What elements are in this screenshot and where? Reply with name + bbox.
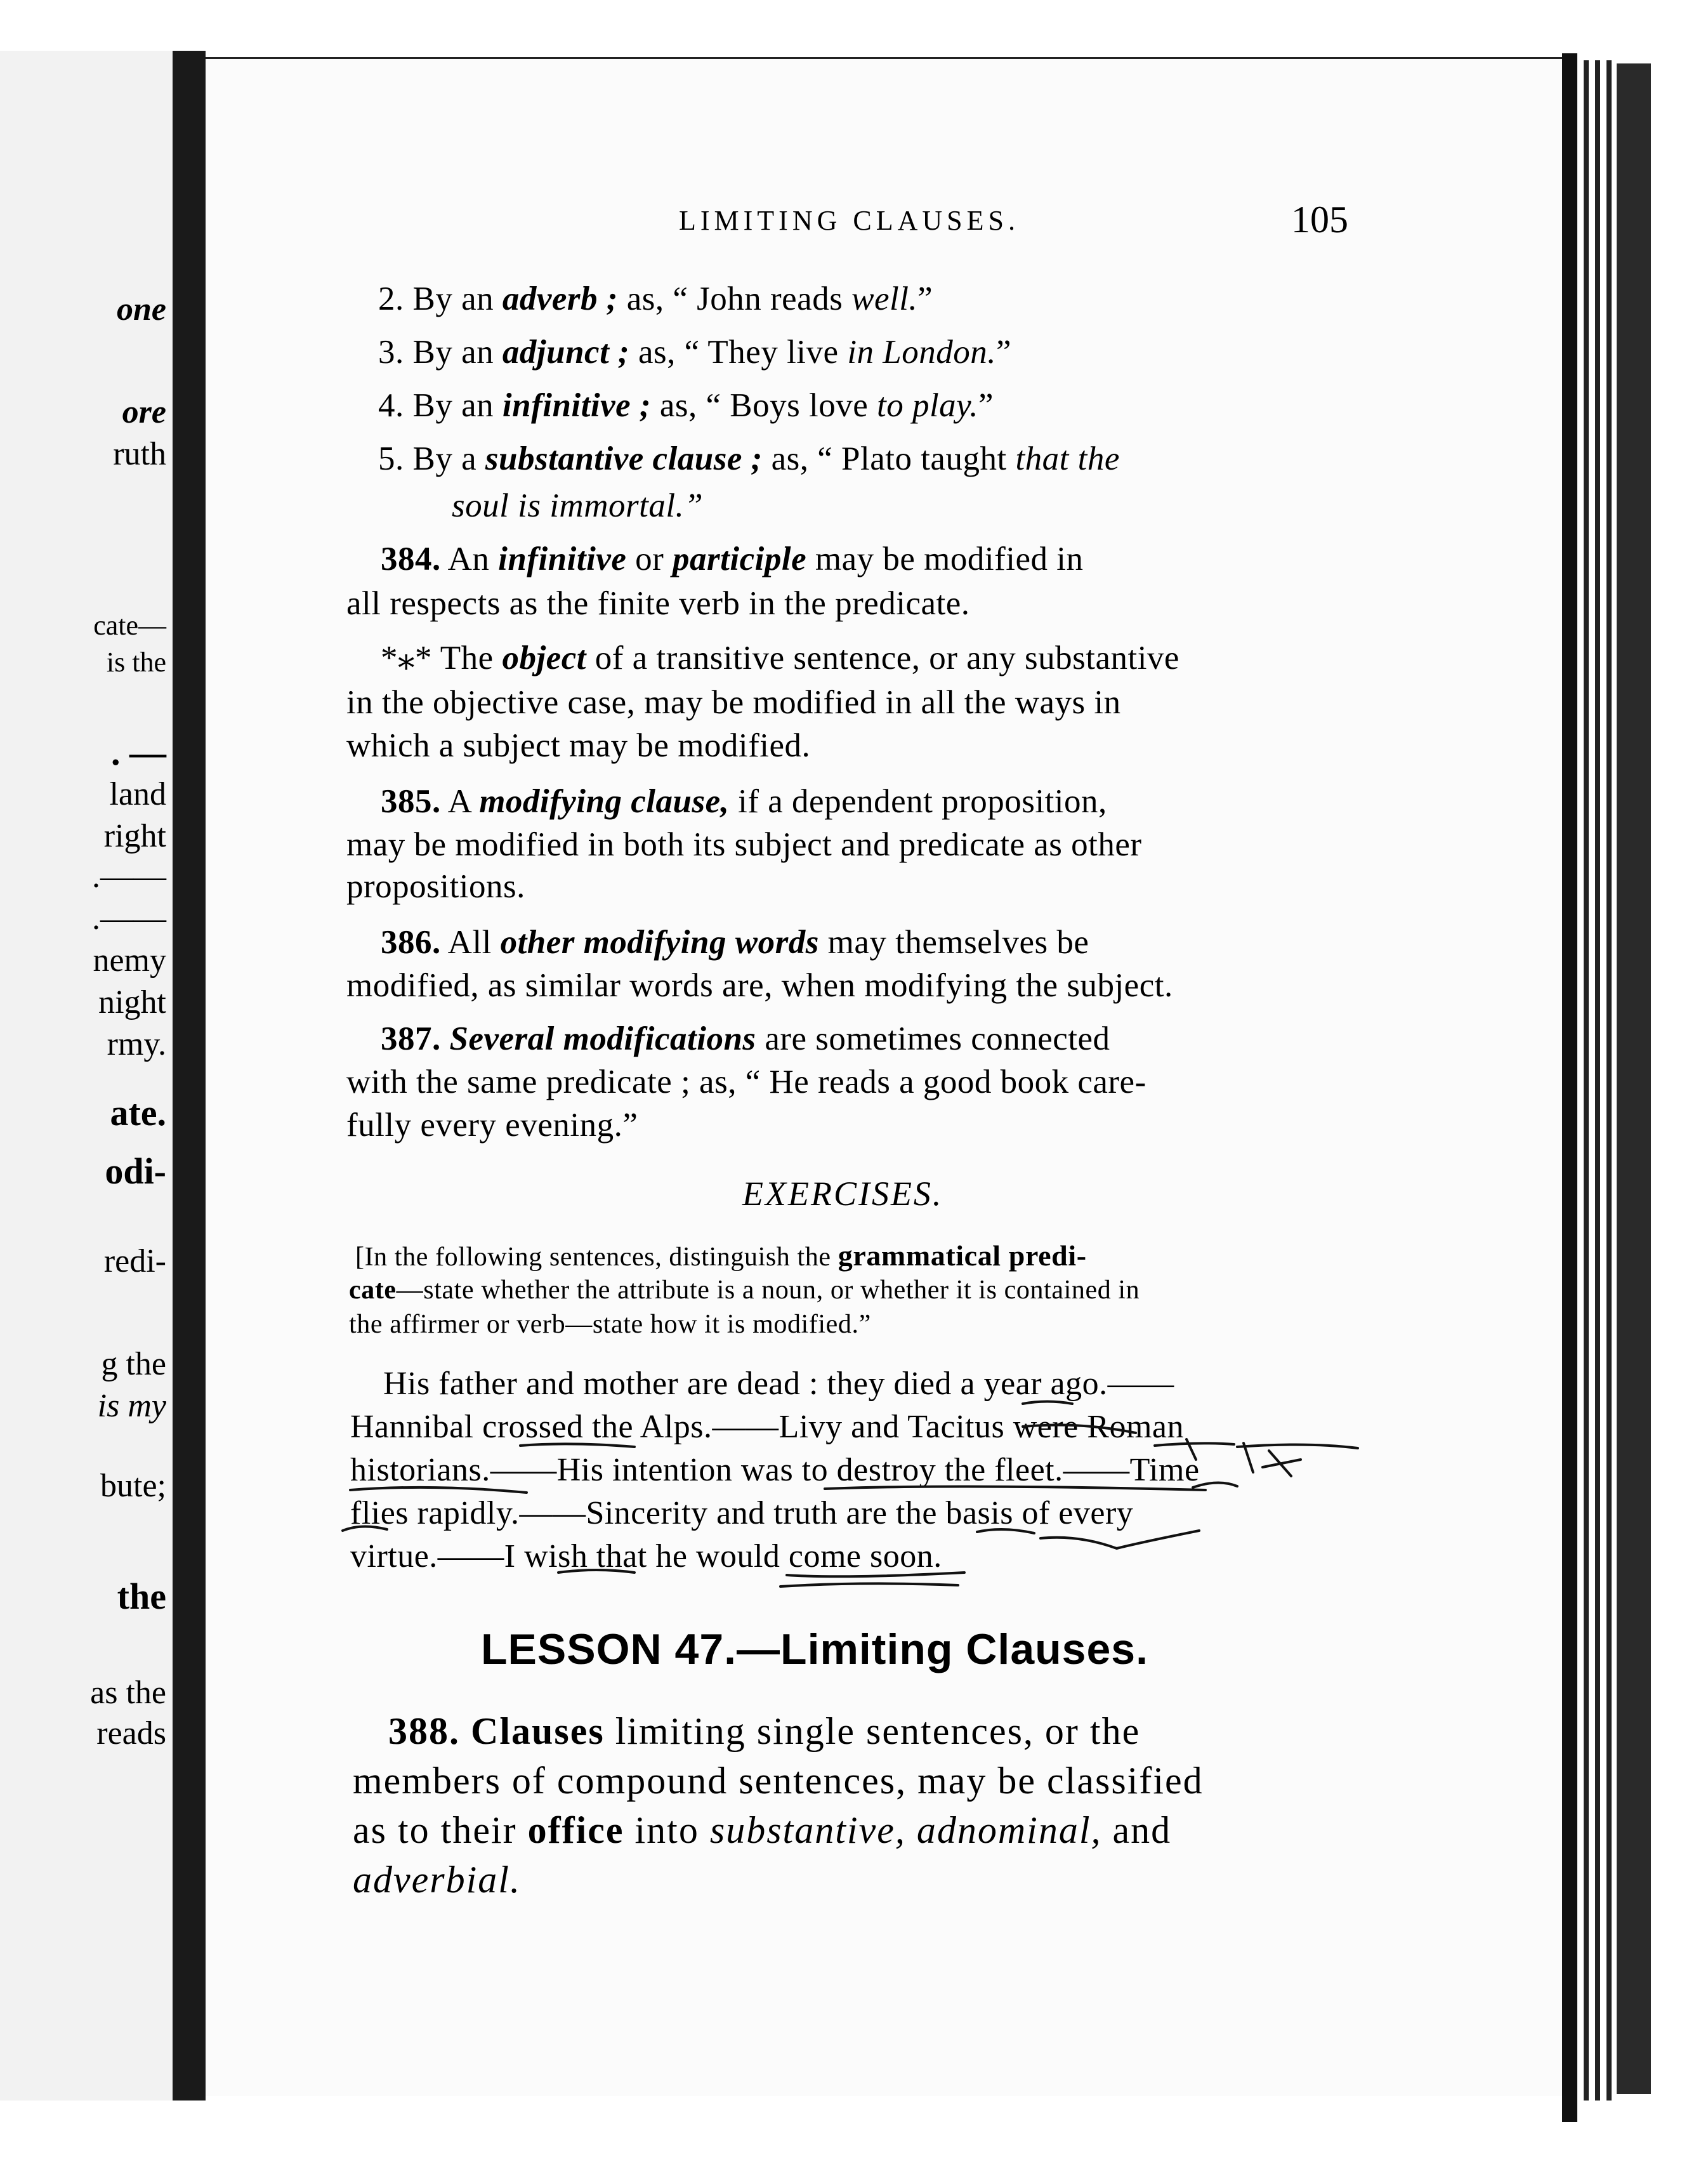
paragraph-388-line: adverbial. <box>353 1859 521 1901</box>
note-paragraph-line: in the objective case, may be modified in all the ways in <box>346 684 1121 721</box>
list-item-continuation: soul is immortal.” <box>452 487 704 524</box>
left-fragment: one <box>117 291 166 327</box>
left-fragment: night <box>98 984 166 1020</box>
left-fragment: as the <box>90 1675 166 1711</box>
left-fragment: land <box>109 776 166 812</box>
exercise-sentence-line: His father and mother are dead : they died a year ago.—— <box>383 1366 1174 1402</box>
left-fragment: . — <box>111 732 166 773</box>
left-fragment: ruth <box>113 436 166 472</box>
exercises-instructions: [In the following sentences, distinguish the grammatical predi- <box>355 1239 1087 1272</box>
left-fragment: the <box>117 1576 166 1617</box>
exercises-instructions-line: cate—state whether the attribute is a noun, or whether it is contained in <box>349 1276 1140 1305</box>
left-fragment: ore <box>122 394 166 430</box>
left-fragment: reads <box>96 1715 166 1751</box>
left-fragment: nemy <box>93 942 166 979</box>
paragraph-386-line: modified, as similar words are, when modifying the subject. <box>346 967 1173 1004</box>
list-item: 4. By an infinitive ; as, “ Boys love to play.” <box>378 387 994 424</box>
page-number: 105 <box>1291 199 1348 241</box>
list-item: 3. By an adjunct ; as, “ They live in London.” <box>378 334 1012 371</box>
note-paragraph-line: which a subject may be modified. <box>346 727 811 764</box>
exercises-instructions-line: the affirmer or verb—state how it is modified.” <box>349 1310 871 1339</box>
left-fragment: bute; <box>100 1468 166 1504</box>
left-fragment: rmy. <box>107 1026 166 1062</box>
exercises-heading: EXERCISES. <box>742 1175 943 1213</box>
paragraph-384-line: all respects as the finite verb in the predicate. <box>346 585 970 622</box>
exercise-sentence-line: virtue.——I wish that he would come soon. <box>350 1538 942 1574</box>
left-fragment: redi- <box>103 1243 166 1279</box>
paragraph-385-line: may be modified in both its subject and predicate as other <box>346 826 1142 863</box>
list-item: 2. By an adverb ; as, “ John reads well.” <box>378 280 933 317</box>
left-fragment: is the <box>106 647 166 678</box>
paragraph-385-line: propositions. <box>346 868 525 905</box>
left-fragment: right <box>103 818 166 854</box>
exercise-sentence-line: Hannibal crossed the Alps.——Livy and Tacitus were Roman <box>350 1409 1184 1445</box>
paragraph-388-line: as to their office into substantive, adnominal, and <box>353 1809 1172 1851</box>
exercise-sentence-line: flies rapidly.——Sincerity and truth are the basis of every <box>350 1495 1134 1531</box>
paragraph-387-line: with the same predicate ; as, “ He reads a good book care- <box>346 1064 1146 1100</box>
paragraph-388-line: members of compound sentences, may be classified <box>353 1760 1204 1802</box>
paragraph-387-line: fully every evening.” <box>346 1107 638 1144</box>
lesson-heading: LESSON 47.—Limiting Clauses. <box>481 1625 1149 1673</box>
paragraph-386: 386. All other modifying words may themselves be <box>381 924 1089 961</box>
left-fragment: cate— <box>93 610 166 641</box>
list-item: 5. By a substantive clause ; as, “ Plato taught that the <box>378 440 1120 477</box>
left-fragment: .—— <box>92 900 166 937</box>
left-fragment: g the <box>101 1346 166 1382</box>
paragraph-387: 387. Several modifications are sometimes connected <box>381 1020 1110 1057</box>
left-fragment: .—— <box>92 859 166 895</box>
left-fragment: odi- <box>105 1151 166 1192</box>
paragraph-384: 384. An infinitive or participle may be modified in <box>381 541 1084 577</box>
left-fragment: ate. <box>110 1092 166 1133</box>
running-header: LIMITING CLAUSES. <box>679 205 1020 236</box>
paragraph-385: 385. A modifying clause, if a dependent proposition, <box>381 783 1107 820</box>
paragraph-388: 388. Clauses limiting single sentences, or the <box>388 1710 1141 1752</box>
note-paragraph: *⁎* The object of a transitive sentence, or any substantive <box>381 640 1179 676</box>
left-fragment: is my <box>97 1388 166 1424</box>
exercise-sentence-line: historians.——His intention was to destroy the fleet.——Time <box>350 1452 1200 1488</box>
